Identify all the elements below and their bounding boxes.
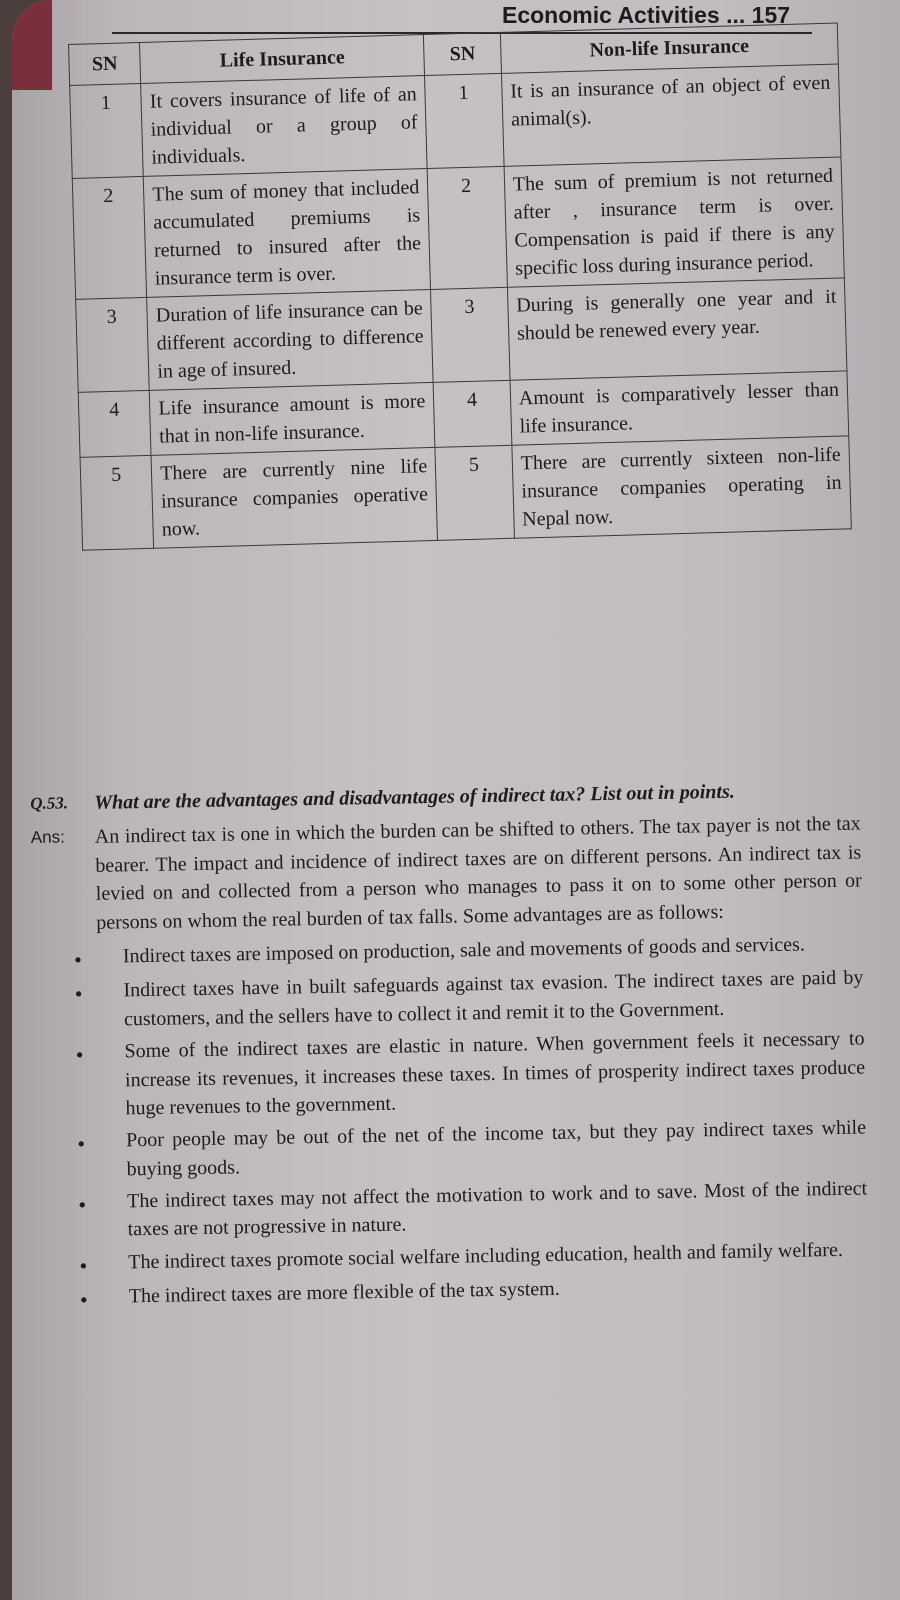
list-item bbox=[37, 1175, 868, 1246]
list-item-text: The indirect taxes may not affect the motivation to work and to save. Most of the indirect taxes are not progressive in nature. bbox=[127, 1177, 868, 1241]
list-item bbox=[33, 964, 864, 1035]
answer-label: Ans: bbox=[30, 827, 66, 848]
life-insurance-cell: It covers insurance of life of an individual or a group of individuals. bbox=[141, 76, 427, 177]
list-item-text: Poor people may be out of the net of the income tax, but they pay indirect taxes while buying goods. bbox=[125, 1116, 867, 1181]
bullet-icon: • bbox=[75, 1042, 84, 1068]
header-life-insurance: Life Insurance bbox=[140, 35, 425, 84]
row-sn-2: 1 bbox=[425, 73, 504, 168]
life-insurance-cell: Life insurance amount is more that in non-life insurance. bbox=[149, 382, 435, 455]
question-answer-block bbox=[30, 776, 869, 1319]
header-non-life-insurance: Non-life Insurance bbox=[500, 23, 838, 73]
bullet-icon: • bbox=[73, 947, 83, 973]
question-text: What are the advantages and disadvantages of indirect tax? List out in points. bbox=[94, 780, 735, 814]
row-sn-2: 4 bbox=[433, 380, 511, 447]
list-item-text: Some of the indirect taxes are elastic in nature. When government feels it necessary to increase its revenues, it increases these taxes. In times of prosperity indirect taxes produce huge revenues to the government. bbox=[124, 1027, 866, 1120]
non-life-insurance-cell: It is an insurance of an object of even animal(s). bbox=[501, 64, 841, 166]
row-sn-2: 5 bbox=[435, 445, 514, 540]
answer-intro: An indirect tax is one in which the burden can be shifted to others. The tax payer is not the tax bearer. The impact and incidence of indirect taxes are on different persons. An indirect tax is levied on and collected from a person who manages to pass it on to some other person or persons on whom the real burden of tax falls. Some advantages are as follows: bbox=[94, 812, 862, 934]
bullet-icon: • bbox=[79, 1287, 88, 1313]
book-page bbox=[12, 0, 900, 1600]
running-head: Economic Activities ... 157 bbox=[502, 2, 791, 28]
advantages-list bbox=[33, 929, 869, 1314]
non-life-insurance-cell: Amount is comparatively lesser than life insurance. bbox=[510, 371, 849, 445]
comparison-table-wrapper bbox=[68, 23, 852, 551]
insurance-comparison-table bbox=[68, 23, 852, 551]
bullet-icon: • bbox=[78, 1192, 87, 1218]
list-item-text: The indirect taxes are more flexible of the tax system. bbox=[128, 1278, 560, 1308]
page-corner bbox=[12, 0, 52, 90]
list-item bbox=[34, 1025, 865, 1125]
row-sn: 5 bbox=[80, 455, 154, 550]
header-sn-2: SN bbox=[424, 32, 502, 75]
row-sn: 1 bbox=[70, 83, 144, 178]
question-number: Q.53. bbox=[30, 793, 69, 813]
life-insurance-cell: There are currently nine life insurance companies operative now. bbox=[151, 447, 437, 548]
bullet-icon: • bbox=[77, 1131, 86, 1157]
bullet-icon: • bbox=[79, 1252, 88, 1279]
list-item-text: The indirect taxes promote social welfare including education, health and family welfare. bbox=[128, 1238, 844, 1274]
table-row bbox=[72, 157, 844, 299]
bullet-icon: • bbox=[74, 981, 83, 1007]
list-item-text: Indirect taxes are imposed on production, sale and movements of goods and services. bbox=[122, 933, 806, 968]
row-sn: 4 bbox=[78, 390, 151, 457]
row-sn-2: 2 bbox=[427, 166, 507, 289]
header-sn: SN bbox=[69, 42, 141, 85]
list-item-text: Indirect taxes have in built safeguards against tax evasion. The indirect taxes are paid by customers, and the sellers have to collect it and remit it to the Government. bbox=[123, 966, 864, 1031]
list-item bbox=[36, 1114, 867, 1185]
row-sn: 2 bbox=[72, 176, 147, 299]
non-life-insurance-cell: There are currently sixteen non-life insurance companies operating in Nepal now. bbox=[512, 436, 852, 538]
life-insurance-cell: Duration of life insurance can be different according to difference in age of insured. bbox=[147, 289, 433, 390]
non-life-insurance-cell: The sum of premium is not returned after , insurance term is over. Compensation is paid if there is any specific loss during insurance period. bbox=[504, 157, 844, 287]
row-sn: 3 bbox=[76, 297, 150, 392]
row-sn-2: 3 bbox=[431, 287, 510, 382]
answer bbox=[31, 810, 863, 938]
non-life-insurance-cell: During is generally one year and it should be renewed every year. bbox=[507, 278, 847, 380]
life-insurance-cell: The sum of money that included accumulated premiums is returned to insured after the insurance term is over. bbox=[143, 169, 430, 298]
